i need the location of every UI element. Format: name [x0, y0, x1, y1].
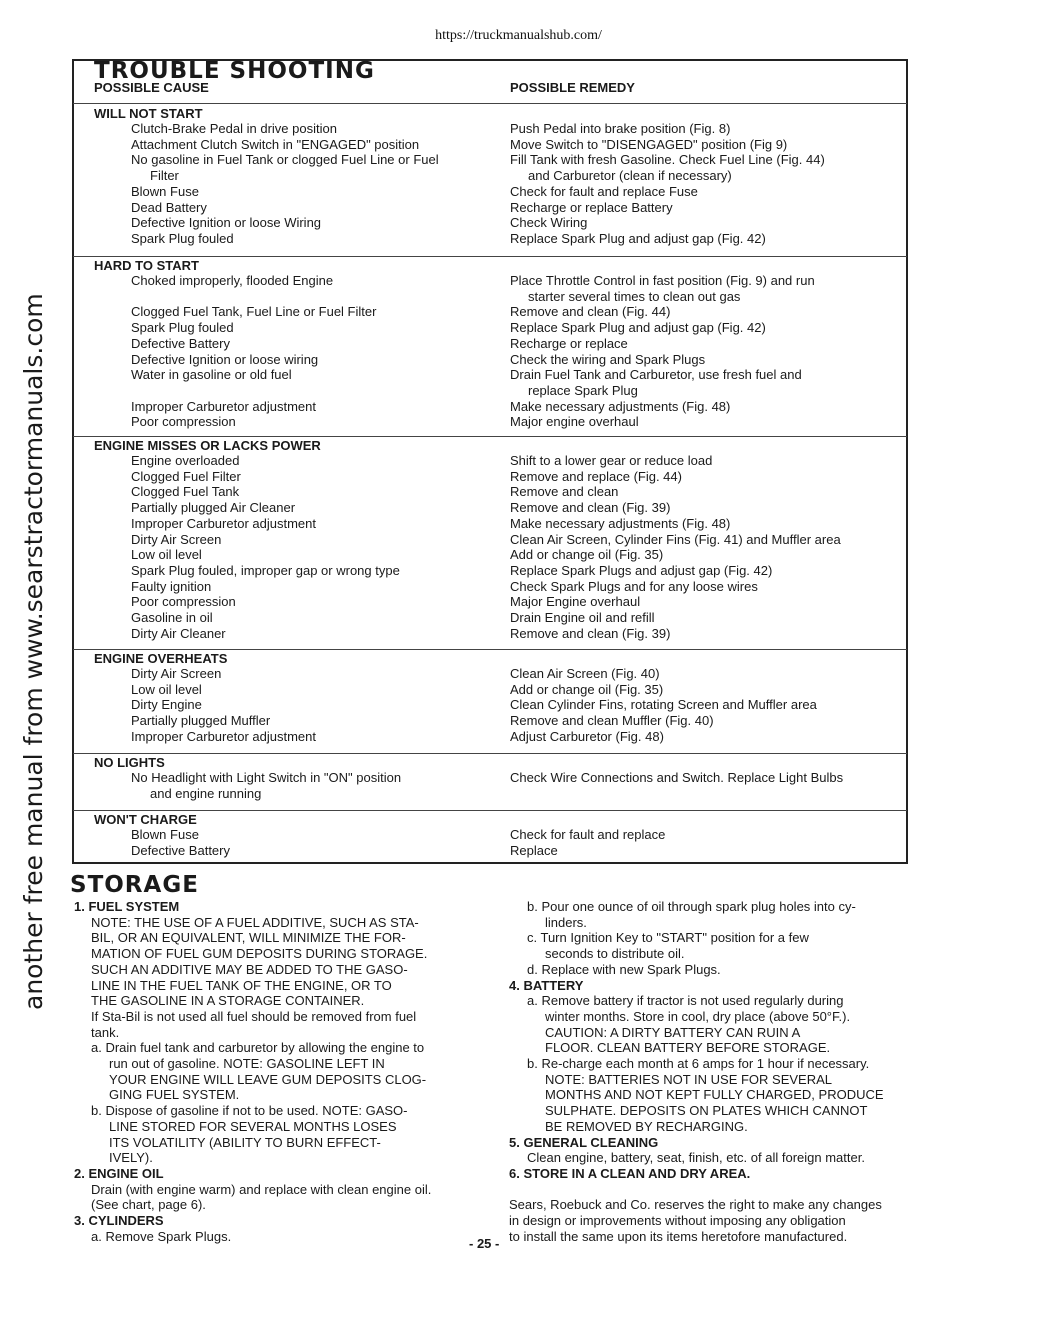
remedy-line: Remove and clean (Fig. 39)	[510, 500, 671, 516]
remedy-line: Check for fault and replace	[510, 827, 666, 842]
cause-line: Gasoline in oil	[131, 610, 213, 625]
storage-right-line: BE REMOVED BY RECHARGING.	[545, 1118, 748, 1134]
remedy-line: Replace Spark Plug and adjust gap (Fig. 42)	[510, 320, 766, 336]
storage-right-line: Clean engine, battery, seat, finish, etc. of all foreign matter.	[527, 1150, 865, 1166]
cause-line: Defective Ignition or loose wiring	[131, 351, 319, 367]
remedy-line: Adjust Carburetor (Fig. 48)	[510, 728, 664, 744]
storage-left-line: THE GASOLINE IN A STORAGE CONTAINER.	[91, 993, 365, 1009]
cause-line: Spark Plug fouled	[131, 230, 234, 246]
remedy-line: Remove and replace (Fig. 44)	[510, 468, 682, 484]
remedy-line: Major engine overhaul	[510, 414, 639, 430]
remedy-line: Check the wiring and Spark Plugs	[510, 351, 706, 367]
storage-left-line: (See chart, page 6).	[91, 1197, 206, 1213]
section-divider	[73, 436, 907, 437]
remedy-line: Clean Air Screen (Fig. 40)	[510, 666, 660, 681]
cause-line: Poor compression	[131, 414, 236, 430]
storage-right-line: CAUTION: A DIRTY BATTERY CAN RUIN A	[545, 1024, 801, 1040]
storage-right-line: c. Turn Ignition Key to "START" position for a few	[527, 930, 809, 946]
cause-line: No gasoline in Fuel Tank or clogged Fuel Line or Fuel	[131, 152, 439, 168]
cause-line: Spark Plug fouled	[131, 320, 234, 336]
remedy-line: Clean Cylinder Fins, rotating Screen and Muffler area	[510, 697, 817, 713]
storage-left-line: IVELY).	[109, 1150, 153, 1166]
storage-left-line: GING FUEL SYSTEM.	[109, 1087, 240, 1103]
cause-line: Dirty Air Screen	[131, 531, 222, 547]
cause-line: Spark Plug fouled, improper gap or wrong type	[131, 562, 400, 578]
cause-line: Clogged Fuel Tank	[131, 484, 240, 500]
cause-line: Improper Carburetor adjustment	[131, 398, 316, 414]
cause-line: Partially plugged Air Cleaner	[131, 500, 296, 516]
storage-right-line: 6. STORE IN A CLEAN AND DRY AREA.	[509, 1165, 751, 1181]
storage-left-line: BIL, OR AN EQUIVALENT, WILL MINIMIZE THE FOR-	[91, 930, 406, 946]
storage-right-line: d. Replace with new Spark Plugs.	[527, 961, 721, 977]
remedy-line: Check Wire Connections and Switch. Replace Light Bulbs	[510, 770, 844, 785]
remedy-line: Check Spark Plugs and for any loose wires	[510, 578, 758, 594]
storage-left-line: run out of gasoline. NOTE: GASOLINE LEFT IN	[109, 1056, 385, 1071]
remedy-line: Fill Tank with fresh Gasoline. Check Fuel Line (Fig. 44)	[510, 152, 825, 168]
remedy-line: Clean Air Screen, Cylinder Fins (Fig. 41) and Muffler area	[510, 531, 841, 547]
cause-line: Partially plugged Muffler	[131, 713, 271, 729]
storage-right-line: 5. GENERAL CLEANING	[509, 1134, 659, 1150]
storage-right-line: to install the same upon its items heretofore manufactured.	[509, 1228, 848, 1244]
cause-line: Clogged Fuel Tank, Fuel Line or Fuel Filter	[131, 304, 377, 320]
remedy-line: Check Wiring	[510, 215, 588, 231]
storage-left-line: LINE IN THE FUEL TANK OF THE ENGINE, OR TO	[91, 977, 392, 993]
page-number: - 25 -	[469, 1236, 500, 1251]
cause-line: Low oil level	[131, 681, 202, 697]
storage-right-line: 4. BATTERY	[509, 977, 584, 993]
remedy-line: Remove and clean (Fig. 39)	[510, 625, 671, 641]
cause-line: Dirty Air Cleaner	[131, 625, 226, 641]
remedy-line: Make necessary adjustments (Fig. 48)	[510, 515, 731, 531]
remedy-line: Major Engine overhaul	[510, 594, 641, 610]
remedy-line: Check for fault and replace Fuse	[510, 183, 698, 199]
storage-left-line: b. Dispose of gasoline if not to be used. NOTE: GASO-	[91, 1103, 408, 1119]
cause-line: Defective Battery	[131, 335, 230, 351]
cause-column-header: POSSIBLE CAUSE	[94, 80, 209, 95]
storage-right-line: Sears, Roebuck and Co. reserves the right to make any changes	[509, 1197, 882, 1213]
section-title: ENGINE MISSES OR LACKS POWER	[94, 438, 321, 453]
storage-left-line: YOUR ENGINE WILL LEAVE GUM DEPOSITS CLOG-	[109, 1071, 427, 1087]
section-divider	[73, 256, 907, 257]
cause-line: Improper Carburetor adjustment	[131, 728, 316, 744]
cause-line: Defective Ignition or loose Wiring	[131, 215, 322, 231]
remedy-line: replace Spark Plug	[528, 382, 638, 398]
section-divider	[73, 810, 907, 811]
section-title: ENGINE OVERHEATS	[94, 651, 228, 666]
remedy-line: starter several times to clean out gas	[528, 288, 741, 304]
storage-left-line: 3. CYLINDERS	[74, 1213, 164, 1228]
remedy-line: Shift to a lower gear or reduce load	[510, 453, 713, 468]
remedy-line: Add or change oil (Fig. 35)	[510, 681, 664, 697]
remedy-line: Remove and clean Muffler (Fig. 40)	[510, 713, 714, 729]
storage-right-line: a. Remove battery if tractor is not used regularly during	[527, 993, 844, 1009]
header-url: https://truckmanualshub.com/	[435, 28, 602, 43]
storage-left-line: 2. ENGINE OIL	[74, 1165, 164, 1181]
storage-left-line: ITS VOLATILITY (ABILITY TO BURN EFFECT-	[109, 1134, 381, 1150]
trouble-shooting-title: TROUBLE SHOOTING	[94, 58, 375, 84]
cause-line: Low oil level	[131, 547, 202, 563]
storage-right-line: SULPHATE. DEPOSITS ON PLATES WHICH CANNOT	[545, 1103, 868, 1119]
section-title: NO LIGHTS	[94, 755, 165, 770]
storage-right-line: b. Pour one ounce of oil through spark plug holes into cy-	[527, 899, 856, 914]
storage-right-line: MONTHS AND NOT KEPT FULLY CHARGED, PRODUCE	[545, 1087, 884, 1103]
cause-line: Blown Fuse	[131, 183, 199, 199]
cause-line: Engine overloaded	[131, 453, 240, 468]
cause-line: and engine running	[150, 785, 262, 801]
cause-line: Choked improperly, flooded Engine	[131, 273, 334, 288]
remedy-line: Move Switch to "DISENGAGED" position (Fig 9)	[510, 136, 788, 152]
section-title: HARD TO START	[94, 258, 199, 273]
storage-right-line: winter months. Store in cool, dry place (above 50°F.).	[545, 1008, 851, 1024]
storage-right-line: linders.	[545, 914, 587, 930]
storage-right-line: in design or improvements without imposing any obligation	[509, 1213, 846, 1228]
remedy-line: Replace Spark Plugs and adjust gap (Fig. 42)	[510, 562, 773, 578]
cause-line: Filter	[150, 168, 179, 184]
storage-left-line: LINE STORED FOR SEVERAL MONTHS LOSES	[109, 1118, 397, 1134]
cause-line: Blown Fuse	[131, 827, 199, 842]
side-watermark-text: another free manual from www.searstractormanuals.com	[19, 293, 48, 1010]
storage-title: STORAGE	[70, 872, 199, 898]
storage-right-line: FLOOR. CLEAN BATTERY BEFORE STORAGE.	[545, 1040, 831, 1056]
remedy-line: Place Throttle Control in fast position (Fig. 9) and run	[510, 273, 815, 288]
remedy-column-header: POSSIBLE REMEDY	[510, 80, 635, 95]
storage-left-line: MATION OF FUEL GUM DEPOSITS DURING STORAGE.	[91, 946, 428, 962]
cause-line: Defective Battery	[131, 842, 230, 858]
cause-line: Attachment Clutch Switch in "ENGAGED" position	[131, 136, 420, 152]
storage-left-line: Drain (with engine warm) and replace with clean engine oil.	[91, 1181, 432, 1197]
remedy-line: Replace	[510, 842, 558, 858]
section-divider	[73, 649, 907, 650]
remedy-line: Remove and clean (Fig. 44)	[510, 304, 671, 320]
section-divider	[73, 103, 907, 104]
cause-line: Faulty ignition	[131, 578, 212, 594]
storage-left-line: a. Remove Spark Plugs.	[91, 1228, 232, 1244]
section-divider	[73, 753, 907, 754]
cause-line: Poor compression	[131, 594, 236, 610]
section-title: WON'T CHARGE	[94, 812, 197, 827]
remedy-line: Drain Fuel Tank and Carburetor, use fresh fuel and	[510, 367, 802, 383]
cause-line: Dead Battery	[131, 199, 207, 215]
storage-left-line: SUCH AN ADDITIVE MAY BE ADDED TO THE GASO-	[91, 961, 408, 977]
cause-line: Clogged Fuel Filter	[131, 468, 241, 484]
cause-line: Dirty Engine	[131, 697, 202, 713]
storage-left-line: tank.	[91, 1024, 120, 1040]
storage-right-line: b. Re-charge each month at 6 amps for 1 hour if necessary.	[527, 1056, 870, 1071]
remedy-line: Push Pedal into brake position (Fig. 8)	[510, 121, 731, 136]
storage-right-line: NOTE: BATTERIES NOT IN USE FOR SEVERAL	[545, 1071, 833, 1087]
cause-line: Water in gasoline or old fuel	[131, 367, 292, 383]
remedy-line: Drain Engine oil and refill	[510, 610, 655, 625]
cause-line: Dirty Air Screen	[131, 666, 222, 681]
remedy-line: Remove and clean	[510, 484, 619, 500]
storage-left-line: NOTE: THE USE OF A FUEL ADDITIVE, SUCH AS STA-	[91, 914, 419, 930]
remedy-line: Recharge or replace	[510, 335, 628, 351]
cause-line: Clutch-Brake Pedal in drive position	[131, 121, 337, 136]
cause-line: No Headlight with Light Switch in "ON" position	[131, 770, 402, 785]
remedy-line: Recharge or replace Battery	[510, 199, 673, 215]
remedy-line: Make necessary adjustments (Fig. 48)	[510, 398, 731, 414]
storage-left-line: If Sta-Bil is not used all fuel should be removed from fuel	[91, 1008, 417, 1024]
cause-line: Improper Carburetor adjustment	[131, 515, 316, 531]
section-title: WILL NOT START	[94, 106, 203, 121]
remedy-line: Add or change oil (Fig. 35)	[510, 547, 664, 563]
remedy-line: and Carburetor (clean if necessary)	[528, 168, 732, 184]
storage-left-line: 1. FUEL SYSTEM	[74, 899, 180, 914]
storage-left-line: a. Drain fuel tank and carburetor by allowing the engine to	[91, 1040, 425, 1056]
remedy-line: Replace Spark Plug and adjust gap (Fig. 42)	[510, 230, 766, 246]
storage-right-line: seconds to distribute oil.	[545, 946, 685, 962]
